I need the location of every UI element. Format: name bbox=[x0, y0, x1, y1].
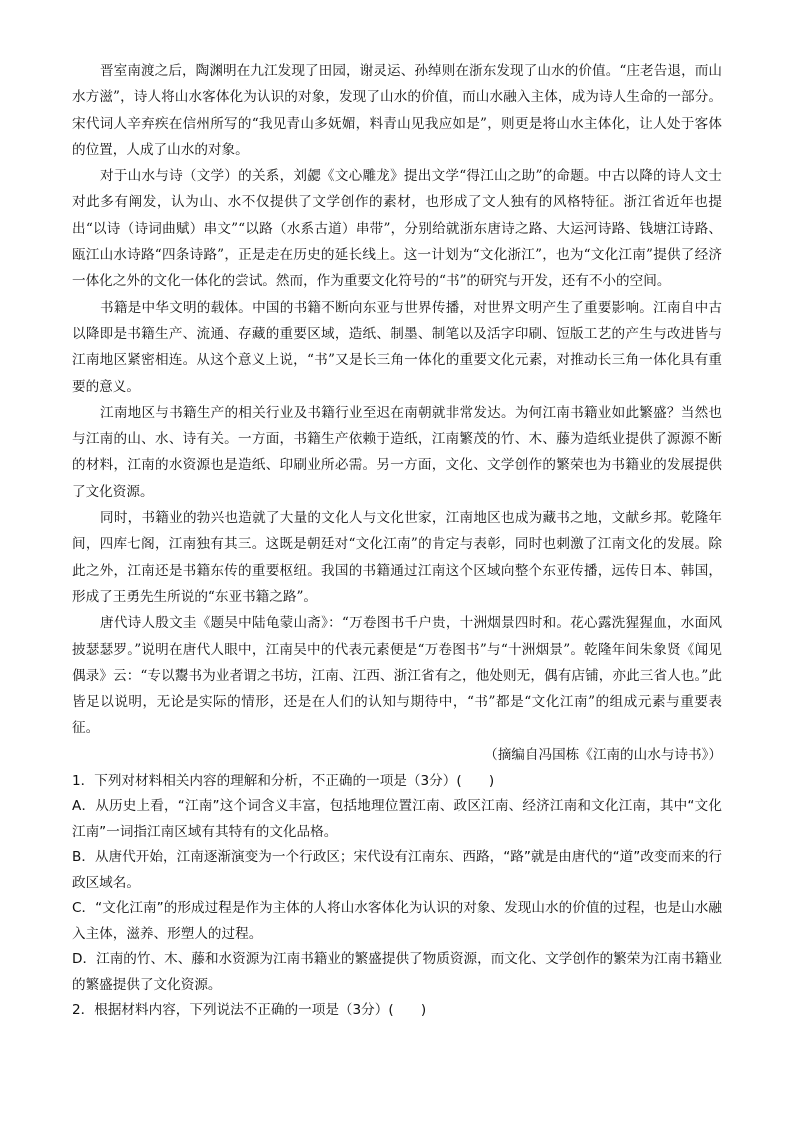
passage-paragraph-5: 同时，书籍业的勃兴也造就了大量的文化人与文化世家，江南地区也成为藏书之地，文献乡邦。乾隆年间，四库七阁，江南独有其三。这既是朝廷对“文化江南”的肯定与表彰，同时也刺激了江南文化的发展。除此之外，江南还是书籍东传的重要枢纽。我国的书籍通过江南这个区域向整个东亚传播，远传日本、韩国，形成了王勇先生所说的“东亚书籍之路”。 bbox=[72, 510, 722, 605]
question-1-option-b: B．从唐代开始，江南逐渐演变为一个行政区；宋代设有江南东、西路，“路”就是由唐代的“道”改变而来的行政区域名。 bbox=[72, 849, 722, 891]
passage-paragraph-6: 唐代诗人殷文圭《题吴中陆龟蒙山斋》：“万卷图书千户贵，十洲烟景四时和。花心露洗猩猩血，水面风披瑟瑟罗。”说明在唐代人眼中，江南吴中的代表元素便是“万卷图书”与“十洲烟景”。乾隆年间朱象贤《闻见偶录》云：“专以鬻书为业者谓之书坊，江南、江西、浙江省有之，他处则无，偶有店铺，亦此三省人也。”此皆足以说明，无论是实际的情形，还是在人们的认知与期待中，“书”都是“文化江南”的组成元素与重要表征。 bbox=[72, 615, 722, 737]
passage-paragraph-3: 书籍是中华文明的载体。中国的书籍不断向东亚与世界传播，对世界文明产生了重要影响。江南自中古以降即是书籍生产、流通、存藏的重要区域，造纸、制墨、制笔以及活字印刷、饾版工艺的产生与改进皆与江南地区紧密相连。从这个意义上说，“书”又是长三角一体化的重要文化元素，对推动长三角一体化具有重要的意义。 bbox=[72, 299, 722, 395]
question-1-option-c: C．“文化江南”的形成过程是作为主体的人将山水客体化为认识的对象、发现山水的价值的过程，也是山水融入主体，滋养、形塑人的过程。 bbox=[72, 900, 722, 942]
passage-paragraph-4: 江南地区与书籍生产的相关行业及书籍行业至迟在南朝就非常发达。为何江南书籍业如此繁盛？当然也与江南的山、水、诗有关。一方面，书籍生产依赖于造纸，江南繁茂的竹、木、藤为造纸业提供了源源不断的材料，江南的水资源也是造纸、印刷业所必需。另一方面，文化、文学创作的繁荣也为书籍业的发展提供了文化资源。 bbox=[72, 404, 722, 500]
passage-source: （摘编自冯国栋《江南的山水与诗书》） bbox=[484, 746, 722, 763]
passage-paragraph-2: 对于山水与诗（文学）的关系，刘勰《文心雕龙》提出文学“得江山之助”的命题。中古以降的诗人文士对此多有阐发，认为山、水不仅提供了文学创作的素材，也形成了文人独有的风格特征。浙江省近年也提出“以诗（诗词曲赋）串文”“以路（水系古道）串带”，分别给就浙东唐诗之路、大运河诗路、钱塘江诗路、瓯江山水诗路“四条诗路”，正是走在历史的延长线上。这一计划为“文化浙江”，也为“文化江南”提供了经济一体化之外的文化一体化的尝试。然而，作为重要文化符号的“书”的研究与开发，还有不小的空间。 bbox=[72, 168, 722, 290]
question-1-option-d: D．江南的竹、木、藤和水资源为江南书籍业的繁盛提供了物质资源，而文化、文学创作的繁荣为江南书籍业的繁盛提供了文化资源。 bbox=[72, 951, 722, 993]
passage-paragraph-1: 晋室南渡之后，陶渊明在九江发现了田园，谢灵运、孙绰则在浙东发现了山水的价值。“庄老告退，而山水方滋”，诗人将山水客体化为认识的对象，发现了山水的价值，而山水融入主体，成为诗人生命的一部分。宋代词人辛弃疾在信州所写的“我见青山多妩媚，料青山见我应如是”，则更是将山水主体化，让人处于客体的位置，人成了山水的对象。 bbox=[72, 63, 722, 158]
question-1-stem: 1．下列对材料相关内容的理解和分析，不正确的一项是（3分）( ) bbox=[72, 772, 495, 789]
question-2-stem: 2．根据材料内容，下列说法不正确的一项是（3分）( ) bbox=[72, 1002, 427, 1019]
question-1-option-a: A．从历史上看，“江南”这个词含义丰富，包括地理位置江南、政区江南、经济江南和文化江南，其中“文化江南”一词指江南区域有其特有的文化品格。 bbox=[72, 798, 722, 840]
exam-page bbox=[72, 58, 722, 1024]
